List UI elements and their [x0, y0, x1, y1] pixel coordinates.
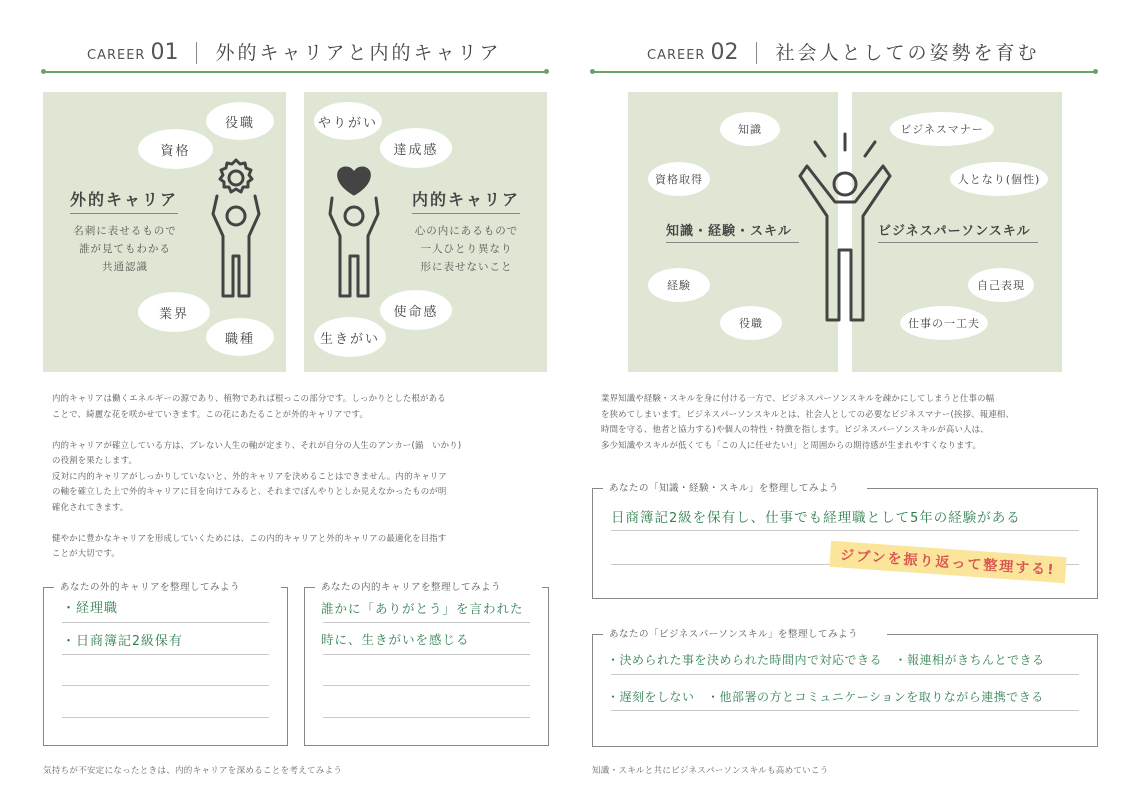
bubble-gyokai: 業界 [138, 292, 210, 332]
handwritten-line: 日商簿記2級を保有し、仕事でも経理職として5年の経験がある [611, 510, 1021, 526]
heading-underline [878, 242, 1038, 243]
left-body-text: 内的キャリアは働くエネルギーの源であり、植物であれば根っこの部分です。しっかりとした根がある ことで、綺麗な花を咲かせていきます。この花にあたることが外的キャリアです。 内的キャリアが確立している方は、ブレない人生の軸が定まり、それが自分の人生のアンカー(錨 いかり) の役割を果たします。 反対に内的キャリアがしっかりしていないと、外的キャリアを決めることはできません。内的キャリア の軸を確立した上で外的キャリアに目を向けてみると、それまでぼんやりとしか見えなかったものが明 確化されてきます。 健やかに豊かなキャリアを形成していくためには、この内的キャリアと外的キャリアの最適化を目指す ことが大切です。 [52, 393, 462, 558]
person-arms-raised-icon [795, 132, 895, 328]
left-footer: 気持ちが不安定になったときは、内的キャリアを深めることを考えてみよう [43, 766, 343, 776]
handwritten-line: ・日商簿記2級保有 [62, 634, 183, 649]
inner-career-worksheet [304, 582, 549, 746]
business-skill-heading: ビジネスパーソンスキル [878, 224, 1031, 239]
person-with-medal-icon [203, 156, 269, 306]
title-separator [756, 42, 757, 64]
sticky-note: ジブンを振り返って整理する! [829, 541, 1066, 583]
outer-career-description: 名刺に表せるもので 誰が見てもわかる 共通認識 [73, 225, 177, 273]
section-title: 社会人としての姿勢を育む [775, 42, 1040, 64]
career-number: 01 [150, 40, 179, 65]
right-body-text: 業界知識や経験・スキルを身に付ける一方で、ビジネスパーソンスキルを疎かにしてしまうと仕事の幅 を狭めてしまいます。ビジネスパーソンスキルとは、社会人としての必要なビジネスマナー(挨拶、報連相、 時間を守る、他者と協力する)や個人の特性・特徴を指します。ビジネスパーソンスキルが高い人は、 多少知識やスキルが低くても「この人に任せたい!」と周囲からの期待感が生まれやすくなります。 [601, 393, 1015, 450]
page-title-right [647, 38, 1039, 68]
title-underline [592, 71, 1096, 73]
worksheet-label: あなたの外的キャリアを整理してみよう [56, 579, 244, 593]
person-with-heart-icon [324, 164, 384, 306]
writing-line [62, 622, 269, 623]
writing-line [62, 717, 269, 718]
handwritten-line: ・経理職 [62, 601, 119, 616]
outer-career-heading: 外的キャリア [70, 190, 179, 209]
heading-underline [666, 242, 799, 243]
writing-line [611, 530, 1079, 531]
heading-underline [70, 213, 178, 214]
bubble-shokushu: 職種 [206, 318, 274, 356]
writing-line [323, 717, 530, 718]
title-separator [196, 42, 197, 64]
bubble-keiken: 経験 [648, 268, 710, 302]
bubble-business-manner: ビジネスマナー [890, 112, 994, 146]
handwritten-line: 時に、生きがいを感じる [321, 632, 470, 647]
writing-line [611, 710, 1079, 711]
writing-line [323, 685, 530, 686]
heading-underline [412, 213, 520, 214]
knowledge-heading: 知識・経験・スキル [666, 224, 792, 239]
bubble-ikigai: 生きがい [314, 317, 386, 357]
bubble-yarigai: やりがい [314, 102, 382, 140]
outer-career-panel [43, 92, 286, 372]
bubble-shigoto-kufu: 仕事の一工夫 [900, 306, 988, 340]
writing-line [323, 622, 530, 623]
inner-career-panel [304, 92, 547, 372]
bubble-shikaku: 資格 [138, 129, 213, 169]
career-label: CAREER [647, 48, 706, 63]
writing-line [323, 654, 530, 655]
writing-line [62, 685, 269, 686]
bubble-shimeikan: 使命感 [380, 290, 452, 330]
bubble-jiko-hyogen: 自己表現 [968, 268, 1034, 302]
inner-career-heading: 内的キャリア [412, 190, 521, 209]
career-number: 02 [710, 40, 739, 65]
handwritten-line: ・決められた事を決められた時間内で対応できる ・報連相がきちんとできる [607, 653, 1045, 667]
handwritten-line: 誰かに「ありがとう」を言われた [321, 601, 524, 616]
career-label: CAREER [87, 48, 146, 63]
handwritten-line: ・遅刻をしない ・他部署の方とコミュニケーションを取りながら連携できる [607, 690, 1044, 704]
worksheet-label: あなたの「ビジネスパーソンスキル」を整理してみよう [605, 626, 862, 640]
worksheet-label: あなたの「知識・経験・スキル」を整理してみよう [605, 480, 843, 494]
worksheet-label: あなたの内的キャリアを整理してみよう [317, 579, 505, 593]
page-title-left [87, 38, 501, 68]
bubble-shikaku-shutoku: 資格取得 [648, 162, 710, 196]
bubble-chishiki: 知識 [720, 112, 780, 146]
section-title: 外的キャリアと内的キャリア [215, 42, 502, 64]
bubble-hitonari: 人となり(個性) [950, 162, 1048, 196]
right-footer: 知識・スキルと共にビジネスパーソンスキルも高めていこう [592, 766, 829, 776]
business-skill-worksheet [592, 629, 1098, 747]
writing-line [62, 654, 269, 655]
bubble-yakushoku: 役職 [720, 306, 782, 340]
outer-career-worksheet [43, 582, 288, 746]
inner-career-description: 心の内にあるもので 一人ひとり異なり 形に表せないこと [414, 225, 519, 273]
bubble-tasseikan: 達成感 [380, 128, 452, 168]
title-underline [43, 71, 547, 73]
writing-line [611, 674, 1079, 675]
bubble-yakushoku: 役職 [206, 102, 274, 140]
